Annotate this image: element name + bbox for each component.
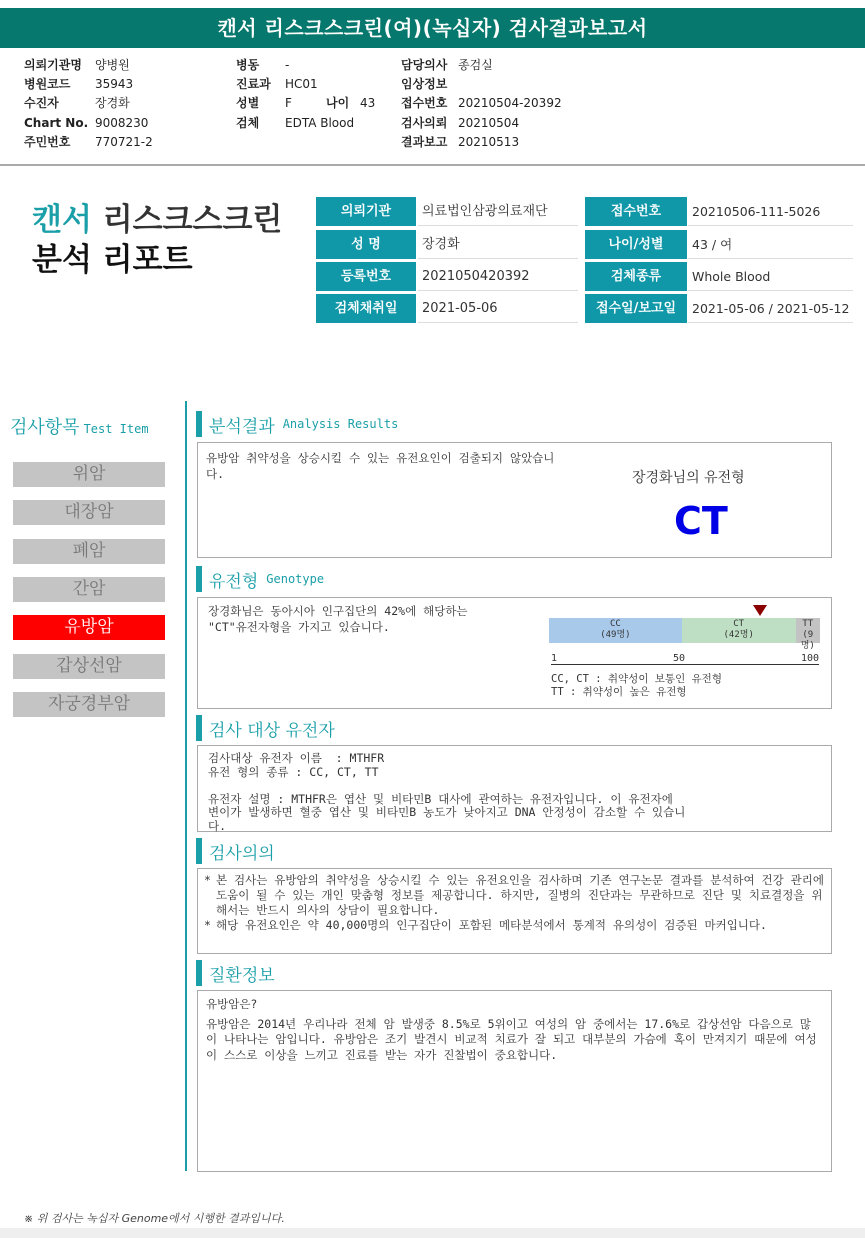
sidebar-item[interactable]: 갑상선암	[13, 654, 165, 679]
header-field-label: 병동	[236, 58, 260, 72]
patient-label: 검체종류	[585, 262, 687, 291]
axis-tick-label: 100	[801, 653, 820, 664]
target-gene-line: 유전 형의 종류 : CC, CT, TT	[208, 764, 379, 779]
significance-box	[197, 868, 832, 954]
header-field-label: 성별	[236, 96, 260, 111]
header-field	[24, 94, 153, 113]
sidebar-item[interactable]: 간암	[13, 577, 165, 602]
target-gene-text	[208, 752, 808, 833]
header-field	[401, 75, 562, 94]
header-field-label: 접수번호	[401, 96, 448, 111]
header-age	[326, 94, 375, 113]
header-field	[24, 133, 153, 152]
sidebar-title-ko: 검사항목	[10, 417, 80, 438]
age-label: 나이	[326, 96, 350, 111]
header-field-value: 9008230	[95, 115, 149, 130]
genotype-bar-count: (42명)	[723, 630, 754, 640]
genotype-marker-icon	[753, 605, 767, 616]
genotype-bar-code: TT	[802, 619, 814, 629]
disease-title: 질환정보	[209, 965, 275, 986]
header-field-value: 종검실	[458, 58, 493, 72]
significance-text: 해당 유전요인은 약 40,000명의 인구집단이 포함된 메타분석에서 통계적 유의성이 검증된 마커입니다.	[216, 918, 767, 932]
header-field	[24, 75, 153, 94]
genotype-caption: 장경화님의 유전형	[632, 470, 745, 486]
header-field	[401, 114, 562, 133]
header-field	[401, 94, 562, 113]
patient-label: 의뢰기관	[316, 197, 416, 226]
patient-value: 의료법인삼광의료재단	[418, 197, 578, 226]
axis-tick-label: 1	[551, 653, 558, 664]
bullet-icon: *	[204, 918, 211, 932]
header-field-label: 결과보고	[401, 134, 448, 149]
header-field-label: 주민번호	[24, 134, 71, 149]
patient-label: 등록번호	[316, 262, 416, 291]
target-gene-box	[197, 745, 832, 832]
header-field	[401, 56, 562, 75]
section-bar	[196, 566, 202, 592]
genotype-result: CT	[674, 499, 728, 543]
header-field-label: Chart No.	[24, 115, 89, 130]
significance-header	[196, 838, 275, 864]
target-gene-line: 다.	[208, 818, 227, 833]
analysis-title-en: Analysis Results	[282, 417, 399, 431]
header-col-1	[24, 56, 153, 152]
patient-label: 나이/성별	[585, 230, 687, 259]
axis-tick-label: 50	[673, 653, 686, 664]
main-title	[32, 200, 282, 280]
significance-text: 본 검사는 유방암의 취약성을 상승시킬 수 있는 유전요인을 검사하며 기존 연구논문 결과를 분석하여 건강 관리에 도움이 될 수 있는 개인 맞춤형 정보를 제공합니다. 하지만, 질병의 진단과는 무관하므로 진단 및 치료결정을 위해서는 반드시 의사의 상담이 필요합니다.	[216, 873, 824, 917]
disease-header	[196, 960, 275, 986]
title-line2: 분석 리포트	[32, 242, 193, 278]
header-divider	[0, 164, 865, 166]
patient-value: 20210506-111-5026	[688, 197, 853, 226]
genotype-text-1: 장경화님은 동아시아 인구집단의 42%에 해당하는	[208, 604, 468, 618]
report-title: 캔서 리스크스크린(여)(녹십자) 검사결과보고서	[0, 8, 865, 48]
genotype-title-en: Genotype	[266, 572, 325, 586]
header-field-value: HC01	[285, 77, 318, 92]
legend-line-1: CC, CT : 취약성이 보통인 유전형	[551, 673, 722, 685]
analysis-text: 유방암 취약성을 상승시킬 수 있는 유전요인이 검출되지 않았습니다.	[206, 451, 555, 481]
title-colored: 캔서	[32, 202, 92, 238]
analysis-title: 분석결과	[209, 416, 275, 437]
patient-value: 2021-05-06	[418, 294, 578, 323]
section-bar	[196, 838, 202, 864]
header-field-label: 임상정보	[401, 77, 448, 92]
content-divider	[185, 401, 187, 1171]
analysis-header	[196, 411, 398, 437]
age-value: 43	[360, 96, 376, 111]
disease-text: 유방암은 2014년 우리나라 전체 암 발생중 8.5%로 5위이고 여성의 암 중에서는 17.6%로 갑상선암 다음으로 많이 나타나는 암입니다. 유방암은 조기 발견시 비교적 치료가 잘 되고 대부분의 가슴에 혹이 만져지기 때문에 여성이 스스로 이상을 느끼고 진료를 받는 자가 진찰법이 중요합니다.	[206, 1016, 817, 1062]
target-gene-line	[208, 779, 808, 793]
sidebar-item[interactable]: 폐암	[13, 539, 165, 564]
header-field-label: 담당의사	[401, 58, 448, 72]
target-gene-line: 변이가 발생하면 혈중 엽산 및 비타민B 농도가 낮아지고 DNA 안정성이 감소할 수 있습니	[208, 805, 686, 819]
header-field-value: 20210513	[458, 134, 520, 149]
header-field-label: 검사의뢰	[401, 115, 448, 130]
header-field-value: F	[285, 96, 292, 111]
header-field	[24, 114, 153, 133]
header-field-value: 20210504-20392	[458, 96, 562, 111]
sidebar-title-en: Test Item	[83, 422, 149, 436]
section-bar	[196, 715, 202, 741]
header-field-label: 병원코드	[24, 77, 71, 92]
header-field-value: 20210504	[458, 115, 520, 130]
sidebar-item[interactable]: 대장암	[13, 500, 165, 525]
analysis-box	[197, 442, 832, 558]
sidebar-item[interactable]: 유방암	[13, 615, 165, 640]
header-field	[236, 56, 354, 75]
genotype-bar-count: (49명)	[600, 630, 631, 640]
significance-list	[204, 873, 824, 933]
genotype-bar-tt	[796, 618, 820, 651]
footnote: ※ 위 검사는 녹십자 Genome에서 시행한 결과입니다.	[24, 1212, 285, 1225]
header-field	[24, 56, 153, 75]
target-gene-title: 검사 대상 유전자	[209, 720, 335, 741]
header-col-3	[401, 56, 562, 152]
bullet-icon: *	[204, 873, 211, 887]
patient-label: 접수번호	[585, 197, 687, 226]
bottom-divider	[0, 1228, 865, 1238]
sidebar-item[interactable]: 자궁경부암	[13, 692, 165, 717]
sidebar-item[interactable]: 위암	[13, 462, 165, 487]
genotype-box	[197, 597, 832, 709]
target-gene-header	[196, 715, 335, 741]
header-field-label: 진료과	[236, 77, 271, 92]
header-field-value: 양병원	[95, 58, 130, 72]
genotype-bar-code: CC	[609, 619, 621, 629]
header-field-value: 35943	[95, 77, 134, 92]
genotype-bar-ct	[682, 618, 796, 643]
header-field-label: 수진자	[24, 96, 59, 111]
header-field-value: 장경화	[95, 96, 130, 111]
patient-label: 접수일/보고일	[585, 294, 687, 323]
legend-line-2: TT : 취약성이 높은 유전형	[551, 686, 687, 698]
title-rest: 리스크스크린	[91, 202, 283, 238]
target-gene-line: 유전자 설명 : MTHFR은 엽산 및 비타민B 대사에 관여하는 유전자입니다. 이 유전자에	[208, 791, 673, 806]
header-field-value: EDTA Blood	[285, 115, 355, 130]
section-bar	[196, 411, 202, 437]
patient-label: 성 명	[316, 230, 416, 259]
header-field-label: 의뢰기관명	[24, 58, 82, 72]
genotype-text-2: "CT"유전자형을 가지고 있습니다.	[208, 619, 390, 634]
disease-box	[197, 990, 832, 1172]
genotype-bar-cc	[549, 618, 682, 643]
genotype-header	[196, 566, 324, 592]
header-field-value: -	[285, 58, 290, 72]
header-field-label: 검체	[236, 115, 260, 130]
genotype-title: 유전형	[209, 571, 259, 592]
sidebar-title	[10, 413, 149, 439]
header-field	[236, 114, 354, 133]
significance-title: 검사의의	[209, 843, 275, 864]
patient-value: 43 / 여	[688, 230, 853, 259]
header-field	[401, 133, 562, 152]
patient-value: Whole Blood	[688, 262, 853, 291]
target-gene-line: 검사대상 유전자 이름 : MTHFR	[208, 751, 385, 765]
significance-item	[204, 873, 824, 918]
patient-value: 2021-05-06 / 2021-05-12	[688, 294, 853, 323]
disease-question: 유방암은?	[206, 997, 258, 1011]
header-field	[236, 75, 354, 94]
significance-item	[204, 918, 824, 933]
patient-value: 2021050420392	[418, 262, 578, 291]
section-bar	[196, 960, 202, 986]
patient-label: 검체채취일	[316, 294, 416, 323]
header-field-value: 770721-2	[95, 134, 153, 149]
genotype-bar-code: CT	[733, 619, 745, 629]
patient-value: 장경화	[418, 230, 578, 259]
genotype-legend	[551, 673, 722, 699]
genotype-bar-count: (9명)	[800, 630, 815, 651]
